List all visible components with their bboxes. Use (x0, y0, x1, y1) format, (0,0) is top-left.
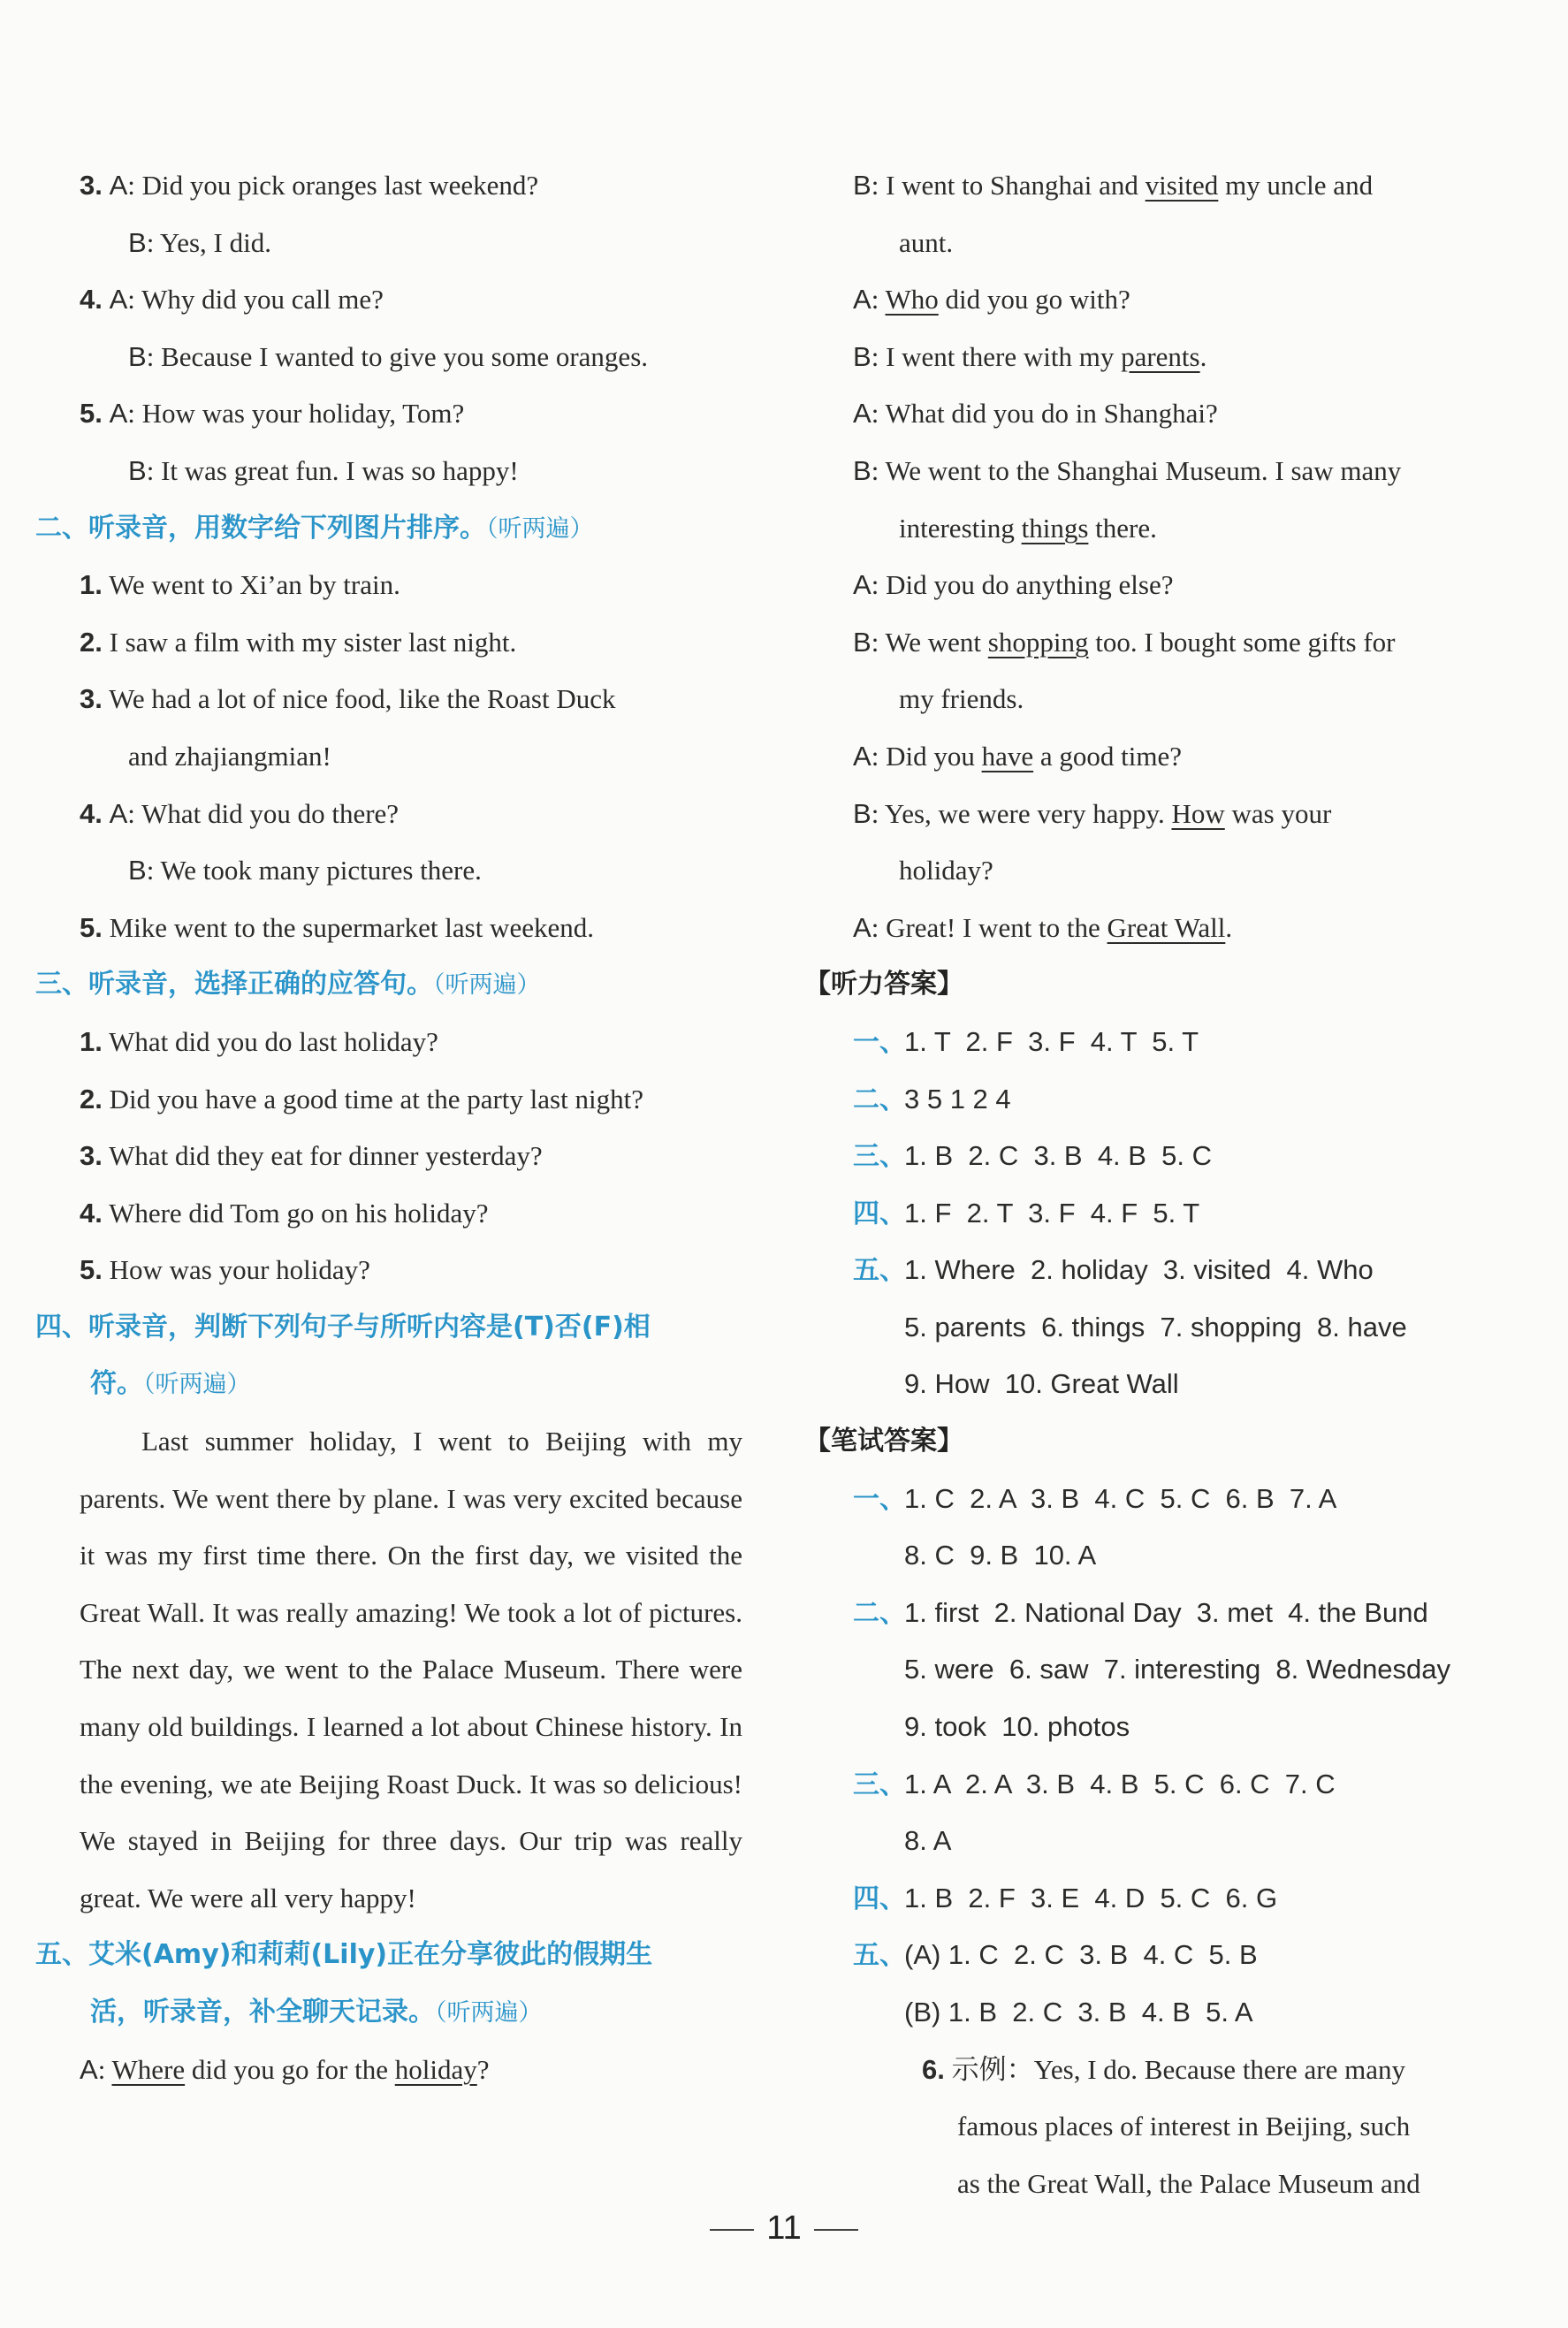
list-item: 5. Mike went to the supermarket last weekend. (80, 911, 594, 943)
chat-text: Did you do anything else? (886, 569, 1174, 601)
answer-section-label: 五、 (853, 1940, 906, 1972)
answer-row (853, 1071, 1507, 1129)
dialog-line: 3. A: Did you pick oranges last weekend? (80, 170, 539, 201)
filled-blank: shopping (987, 626, 1089, 658)
list-item: 5. How was your holiday? (80, 1254, 370, 1286)
answer-text: 8. C 9. B 10. A (904, 1540, 1097, 1571)
listening-answers-title: 【听力答案】 (804, 969, 963, 1000)
page-number-dash (710, 2229, 754, 2231)
filled-blank: Who (885, 284, 939, 316)
chat-text: interesting (899, 512, 1022, 544)
listening-answers (853, 1014, 1507, 1413)
answer-text: 5. parents 6. things 7. shopping 8. have (904, 1311, 1407, 1343)
chat-text: holiday? (899, 855, 993, 886)
list-item: 4. Where did Tom go on his holiday? (80, 1197, 489, 1229)
example-answer-continuation: famous places of interest in Beijing, such (957, 2111, 1411, 2142)
page-number-dash (814, 2229, 858, 2231)
answer-text: 1. C 2. A 3. B 4. C 5. C 6. B 7. A (904, 1482, 1337, 1514)
chat-record (853, 157, 1507, 956)
speaker-label: B (853, 797, 872, 829)
answer-text: 1. B 2. C 3. B 4. B 5. C (904, 1140, 1213, 1172)
chat-line: A: Who did you go with? (853, 284, 1130, 316)
filled-blank: Great Wall (1107, 911, 1226, 943)
chat-text: Did you (886, 740, 982, 772)
chat-text: Yes, we were very happy. (884, 797, 1172, 829)
list-item: 3. We had a lot of nice food, like the Roast Duck (80, 683, 616, 715)
answer-row (853, 1813, 1507, 1870)
chat-text: Great! I went to the (886, 911, 1107, 943)
chat-text: did you go with? (938, 284, 1130, 316)
example-answer-continuation: as the Great Wall, the Palace Museum and (957, 2167, 1420, 2199)
answer-row (853, 1870, 1507, 1928)
chat-text: We went (885, 626, 988, 658)
section-heading-continuation: 活，听录音，补全聊天记录。（听两遍） (90, 1997, 543, 2027)
answer-section-label: 二、 (853, 1597, 906, 1629)
answer-text: 1. Where 2. holiday 3. visited 4. Who (904, 1254, 1374, 1286)
answer-text: 1. B 2. F 3. E 4. D 5. C 6. G (904, 1882, 1278, 1913)
chat-text: a good time? (1033, 740, 1182, 772)
answer-text: 9. How 10. Great Wall (904, 1368, 1179, 1400)
filled-blank: things (1021, 512, 1089, 544)
right-column (804, 157, 1507, 2212)
list-item: 1. What did you do last holiday? (80, 1025, 438, 1057)
section-heading: 五、艾米(Amy)和莉莉(Lily)正在分享彼此的假期生 (35, 1939, 653, 1971)
filled-blank: have (981, 740, 1034, 772)
list-item: 2. I saw a film with my sister last night. (80, 626, 517, 658)
speaker-label: B (853, 340, 872, 372)
answer-text: 1. F 2. T 3. F 4. F 5. T (904, 1197, 1200, 1229)
answer-text: 9. took 10. photos (904, 1711, 1130, 1743)
answer-text: (B) 1. B 2. C 3. B 4. B 5. A (904, 1997, 1253, 2027)
answer-section-label: 四、 (853, 1883, 906, 1914)
answer-row (853, 1699, 1507, 1756)
dialog-line: B: It was great fun. I was so happy! (128, 454, 519, 486)
filled-blank: How (1171, 797, 1225, 829)
chat-line: B: We went to the Shanghai Museum. I saw many (853, 454, 1402, 486)
list-item: 4. A: What did you do there? (80, 797, 400, 829)
answer-row (853, 1299, 1507, 1357)
chat-line: B: I went to Shanghai and visited my uncle and (853, 170, 1374, 201)
speaker-label: A (853, 569, 872, 601)
chat-text: there. (1088, 512, 1157, 544)
answer-row (853, 1585, 1507, 1642)
chat-line (853, 215, 1507, 272)
chat-text: I went to Shanghai and (886, 170, 1146, 201)
chat-text: We went to the Shanghai Museum. I saw many (885, 454, 1402, 486)
dialog-line: 4. A: Why did you call me? (80, 284, 384, 316)
speaker-label: B (853, 454, 872, 486)
dialog-line: B: Yes, I did. (128, 226, 271, 258)
dialog-line: A: Where did you go for the holiday? (80, 2053, 490, 2085)
chat-line: B: I went there with my parents. (853, 340, 1207, 372)
answer-row (853, 1014, 1507, 1071)
speaker-label: A (853, 398, 872, 430)
answer-row (853, 1128, 1507, 1185)
page-number: 11 (0, 2210, 1568, 2248)
answer-section-label: 三、 (853, 1769, 906, 1800)
chat-text: What did you do in Shanghai? (885, 398, 1218, 430)
answer-row (853, 1756, 1507, 1814)
answer-row (853, 1471, 1507, 1528)
chat-line: A: Did you have a good time? (853, 740, 1182, 772)
answer-section-label: 一、 (853, 1026, 906, 1058)
list-item-continuation: B: We took many pictures there. (128, 855, 482, 886)
answer-row (853, 1984, 1507, 2042)
chat-text: . (1225, 911, 1233, 943)
list-item: 2. Did you have a good time at the party last night? (80, 1083, 643, 1115)
section-heading: 二、听录音，用数字给下列图片排序。（听两遍） (35, 512, 594, 544)
answer-text: 5. were 6. saw 7. interesting 8. Wednesday (904, 1654, 1451, 1685)
answer-section-label: 二、 (853, 1084, 906, 1115)
chat-line (853, 671, 1507, 728)
answer-text: 1. A 2. A 3. B 4. B 5. C 6. C 7. C (904, 1768, 1336, 1799)
speaker-label: B (853, 626, 872, 658)
answer-section-label: 三、 (853, 1141, 906, 1173)
section-heading: 四、听录音，判断下列句子与所听内容是(T)否(F)相 (35, 1311, 651, 1343)
chat-text: too. I bought some gifts for (1088, 626, 1396, 658)
answer-text: 8. A (904, 1825, 952, 1857)
example-answer: 6. 示例：Yes, I do. Because there are many (922, 2053, 1405, 2085)
filled-blank: parents (1121, 340, 1200, 372)
speaker-label: A (853, 911, 872, 943)
speaker-label: A (853, 740, 872, 772)
list-item-continuation: and zhajiangmian! (128, 740, 331, 772)
answer-row (853, 1356, 1507, 1413)
chat-line: B: Yes, we were very happy. How was your (853, 797, 1332, 829)
speaker-label: A (853, 284, 872, 316)
chat-text: was your (1224, 797, 1332, 829)
left-column (35, 157, 742, 2098)
chat-line: B: We went shopping too. I bought some gifts for (853, 626, 1396, 658)
chat-line: A: What did you do in Shanghai? (853, 398, 1218, 430)
answer-text: 3 5 1 2 4 (904, 1083, 1011, 1115)
list-item: 3. What did they eat for dinner yesterday? (80, 1140, 543, 1172)
answer-row (853, 1641, 1507, 1699)
written-answers-title: 【笔试答案】 (804, 1426, 963, 1457)
answer-text: 1. T 2. F 3. F 4. T 5. T (904, 1025, 1199, 1057)
answer-text: 1. first 2. National Day 3. met 4. the Bund (904, 1596, 1428, 1628)
answer-row (853, 1927, 1507, 1984)
dialog-line: B: Because I wanted to give you some oranges. (128, 340, 649, 372)
written-answers (853, 1471, 1507, 2042)
chat-text: aunt. (899, 226, 954, 258)
list-item: 1. We went to Xi’an by train. (80, 569, 400, 601)
section-heading-continuation: 符。（听两遍） (90, 1368, 251, 1400)
chat-text: my uncle and (1218, 170, 1374, 201)
chat-line (853, 842, 1507, 900)
answer-section-label: 一、 (853, 1483, 906, 1515)
answer-section-label: 五、 (853, 1255, 906, 1287)
section-heading: 三、听录音，选择正确的应答句。（听两遍） (35, 969, 541, 1000)
answer-row (853, 1242, 1507, 1299)
speaker-label: B (853, 170, 872, 201)
chat-text: . (1199, 340, 1207, 372)
filled-blank: visited (1145, 170, 1219, 201)
answer-row (853, 1527, 1507, 1585)
answer-row (853, 1185, 1507, 1243)
listening-passage: Last summer holiday, I went to Beijing with my parents. We went there by plane. I was very excited because it was my first time there. On the first day, we visited the Great Wall. It was really amazing! We took a lot of pictures. The next day, we went to the Palace Museum. There were many old buildings. I learned a lot about Chinese history. In the evening, we ate Beijing Roast Duck. It was so delicious! We stayed in Beijing for three days. Our trip was really great. We were all very happy! (80, 1426, 742, 1913)
answer-text: (A) 1. C 2. C 3. B 4. C 5. B (904, 1939, 1258, 1971)
chat-text: my friends. (899, 683, 1024, 715)
answer-section-label: 四、 (853, 1198, 906, 1229)
chat-text: I went there with my (886, 340, 1122, 372)
chat-line: A: Great! I went to the Great Wall. (853, 911, 1233, 943)
chat-line (853, 500, 1507, 558)
dialog-line: 5. A: How was your holiday, Tom? (80, 398, 465, 430)
chat-line: A: Did you do anything else? (853, 569, 1174, 601)
